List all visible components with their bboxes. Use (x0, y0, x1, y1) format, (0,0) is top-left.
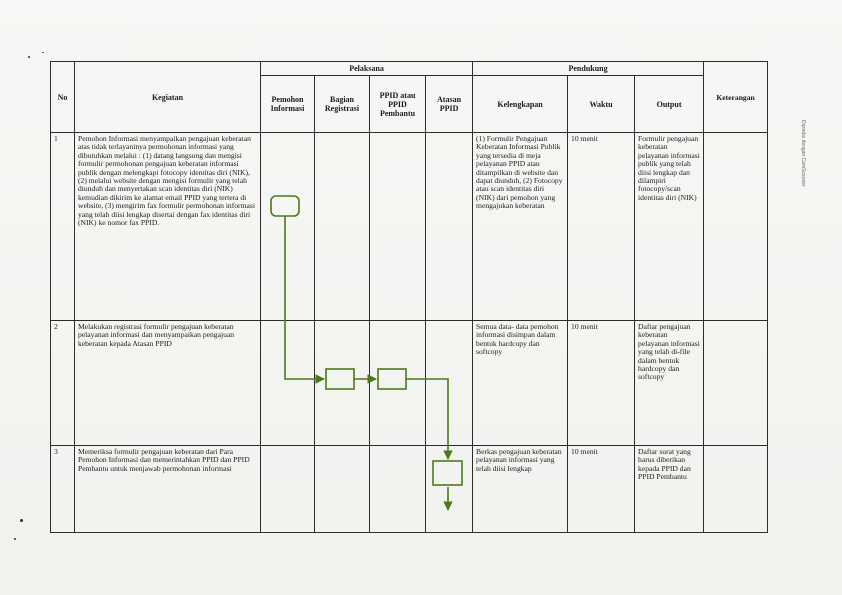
cell-pemohon (261, 321, 315, 446)
cell-pemohon (261, 446, 315, 533)
row-keterangan (704, 321, 768, 446)
row-keterangan (704, 133, 768, 321)
row-kegiatan: Pemohon Informasi menyampaikan pengajuan keberatan atas tidak terlayaninya permohonan informasi yang dibutuhkan melalui : (1) datang langsung dan mengisi formulir permohonan pengajuan keberatan informasi publik dengan melengkapi fotocopy identitas diri (NIK), (2) melalui website dengan mengisi formulir yang telah diunduh dan menyertakan scan identitas diri (NIK) kemudian dikirim ke alamat email PPID yang tertera di website, (3) mengirim fax formulir permohonan informasi yang telah diisi lengkap disertai dengan fax identitas diri (NIK) ke nomor fax PPID. (75, 133, 261, 321)
row-waktu: 10 menit (568, 321, 635, 446)
scan-watermark: Dipindai dengan CamScanner (800, 120, 806, 187)
table-row (51, 133, 768, 321)
header-keterangan: Keterangan (704, 62, 768, 133)
header-atasan: Atasan PPID (426, 76, 473, 133)
row-output: Daftar surat yang harus diberikan kepada PPID dan PPID Pembantu (635, 446, 704, 533)
cell-atasan (426, 446, 473, 533)
row-kelengkapan: (1) Formulir Pengajuan Keberatan Informasi Publik yang tersedia di meja pelayanan PPID atau ditampilkan di website dan dapat diunduh, (2) Fotocopy atau scan identitas diri (NIK) dari pemohon yang mengajukan keberatan (473, 133, 568, 321)
sop-table (50, 61, 768, 533)
scan-speck (20, 519, 23, 522)
header-pendukung: Pendukung (473, 62, 704, 76)
row-no: 1 (51, 133, 75, 321)
scan-speck (42, 52, 44, 53)
cell-ppid (370, 133, 426, 321)
cell-bagian (315, 321, 370, 446)
header-ppid: PPID atau PPID Pembantu (370, 76, 426, 133)
cell-atasan (426, 133, 473, 321)
header-no: No (51, 62, 75, 133)
header-pemohon: Pemohon Informasi (261, 76, 315, 133)
header-kelengkapan: Kelengkapan (473, 76, 568, 133)
header-kegiatan: Kegiatan (75, 62, 261, 133)
row-kegiatan: Melakukan registrasi formulir pengajuan keberatan pelayanan informasi dan menyampaikan pengajuan keberatan kepada Atasan PPID (75, 321, 261, 446)
row-waktu: 10 menit (568, 446, 635, 533)
row-output: Formulir pengajuan keberatan pelayanan informasi publik yang telah diisi lengkap dan dilampiri fotocopy/scan identitas diri (NIK) (635, 133, 704, 321)
row-kelengkapan: Berkas pengajuan keberatan pelayanan informasi yang telah diisi lengkap (473, 446, 568, 533)
cell-pemohon (261, 133, 315, 321)
cell-ppid (370, 446, 426, 533)
row-keterangan (704, 446, 768, 533)
row-kegiatan: Memeriksa formulir pengajuan keberatan dari Para Pemohon Informasi dan memerintahkan PPID dan PPID Pembantu untuk menjawab permohonan informasi (75, 446, 261, 533)
header-output: Output (635, 76, 704, 133)
row-no: 3 (51, 446, 75, 533)
row-kelengkapan: Semua data- data pemohon informasi disimpan dalam bentuk hardcopy dan softcopy (473, 321, 568, 446)
cell-bagian (315, 446, 370, 533)
cell-ppid (370, 321, 426, 446)
header-bagian: Bagian Registrasi (315, 76, 370, 133)
row-no: 2 (51, 321, 75, 446)
row-waktu: 10 menit (568, 133, 635, 321)
row-output: Daftar pengajuan keberatan pelayanan informasi yang telah di-file dalam bentuk hardcopy dan softcopy (635, 321, 704, 446)
header-waktu: Waktu (568, 76, 635, 133)
table-row (51, 321, 768, 446)
cell-atasan (426, 321, 473, 446)
scan-speck (14, 538, 16, 540)
cell-bagian (315, 133, 370, 321)
scan-speck (28, 56, 30, 58)
table-row (51, 446, 768, 533)
header-pelaksana: Pelaksana (261, 62, 473, 76)
